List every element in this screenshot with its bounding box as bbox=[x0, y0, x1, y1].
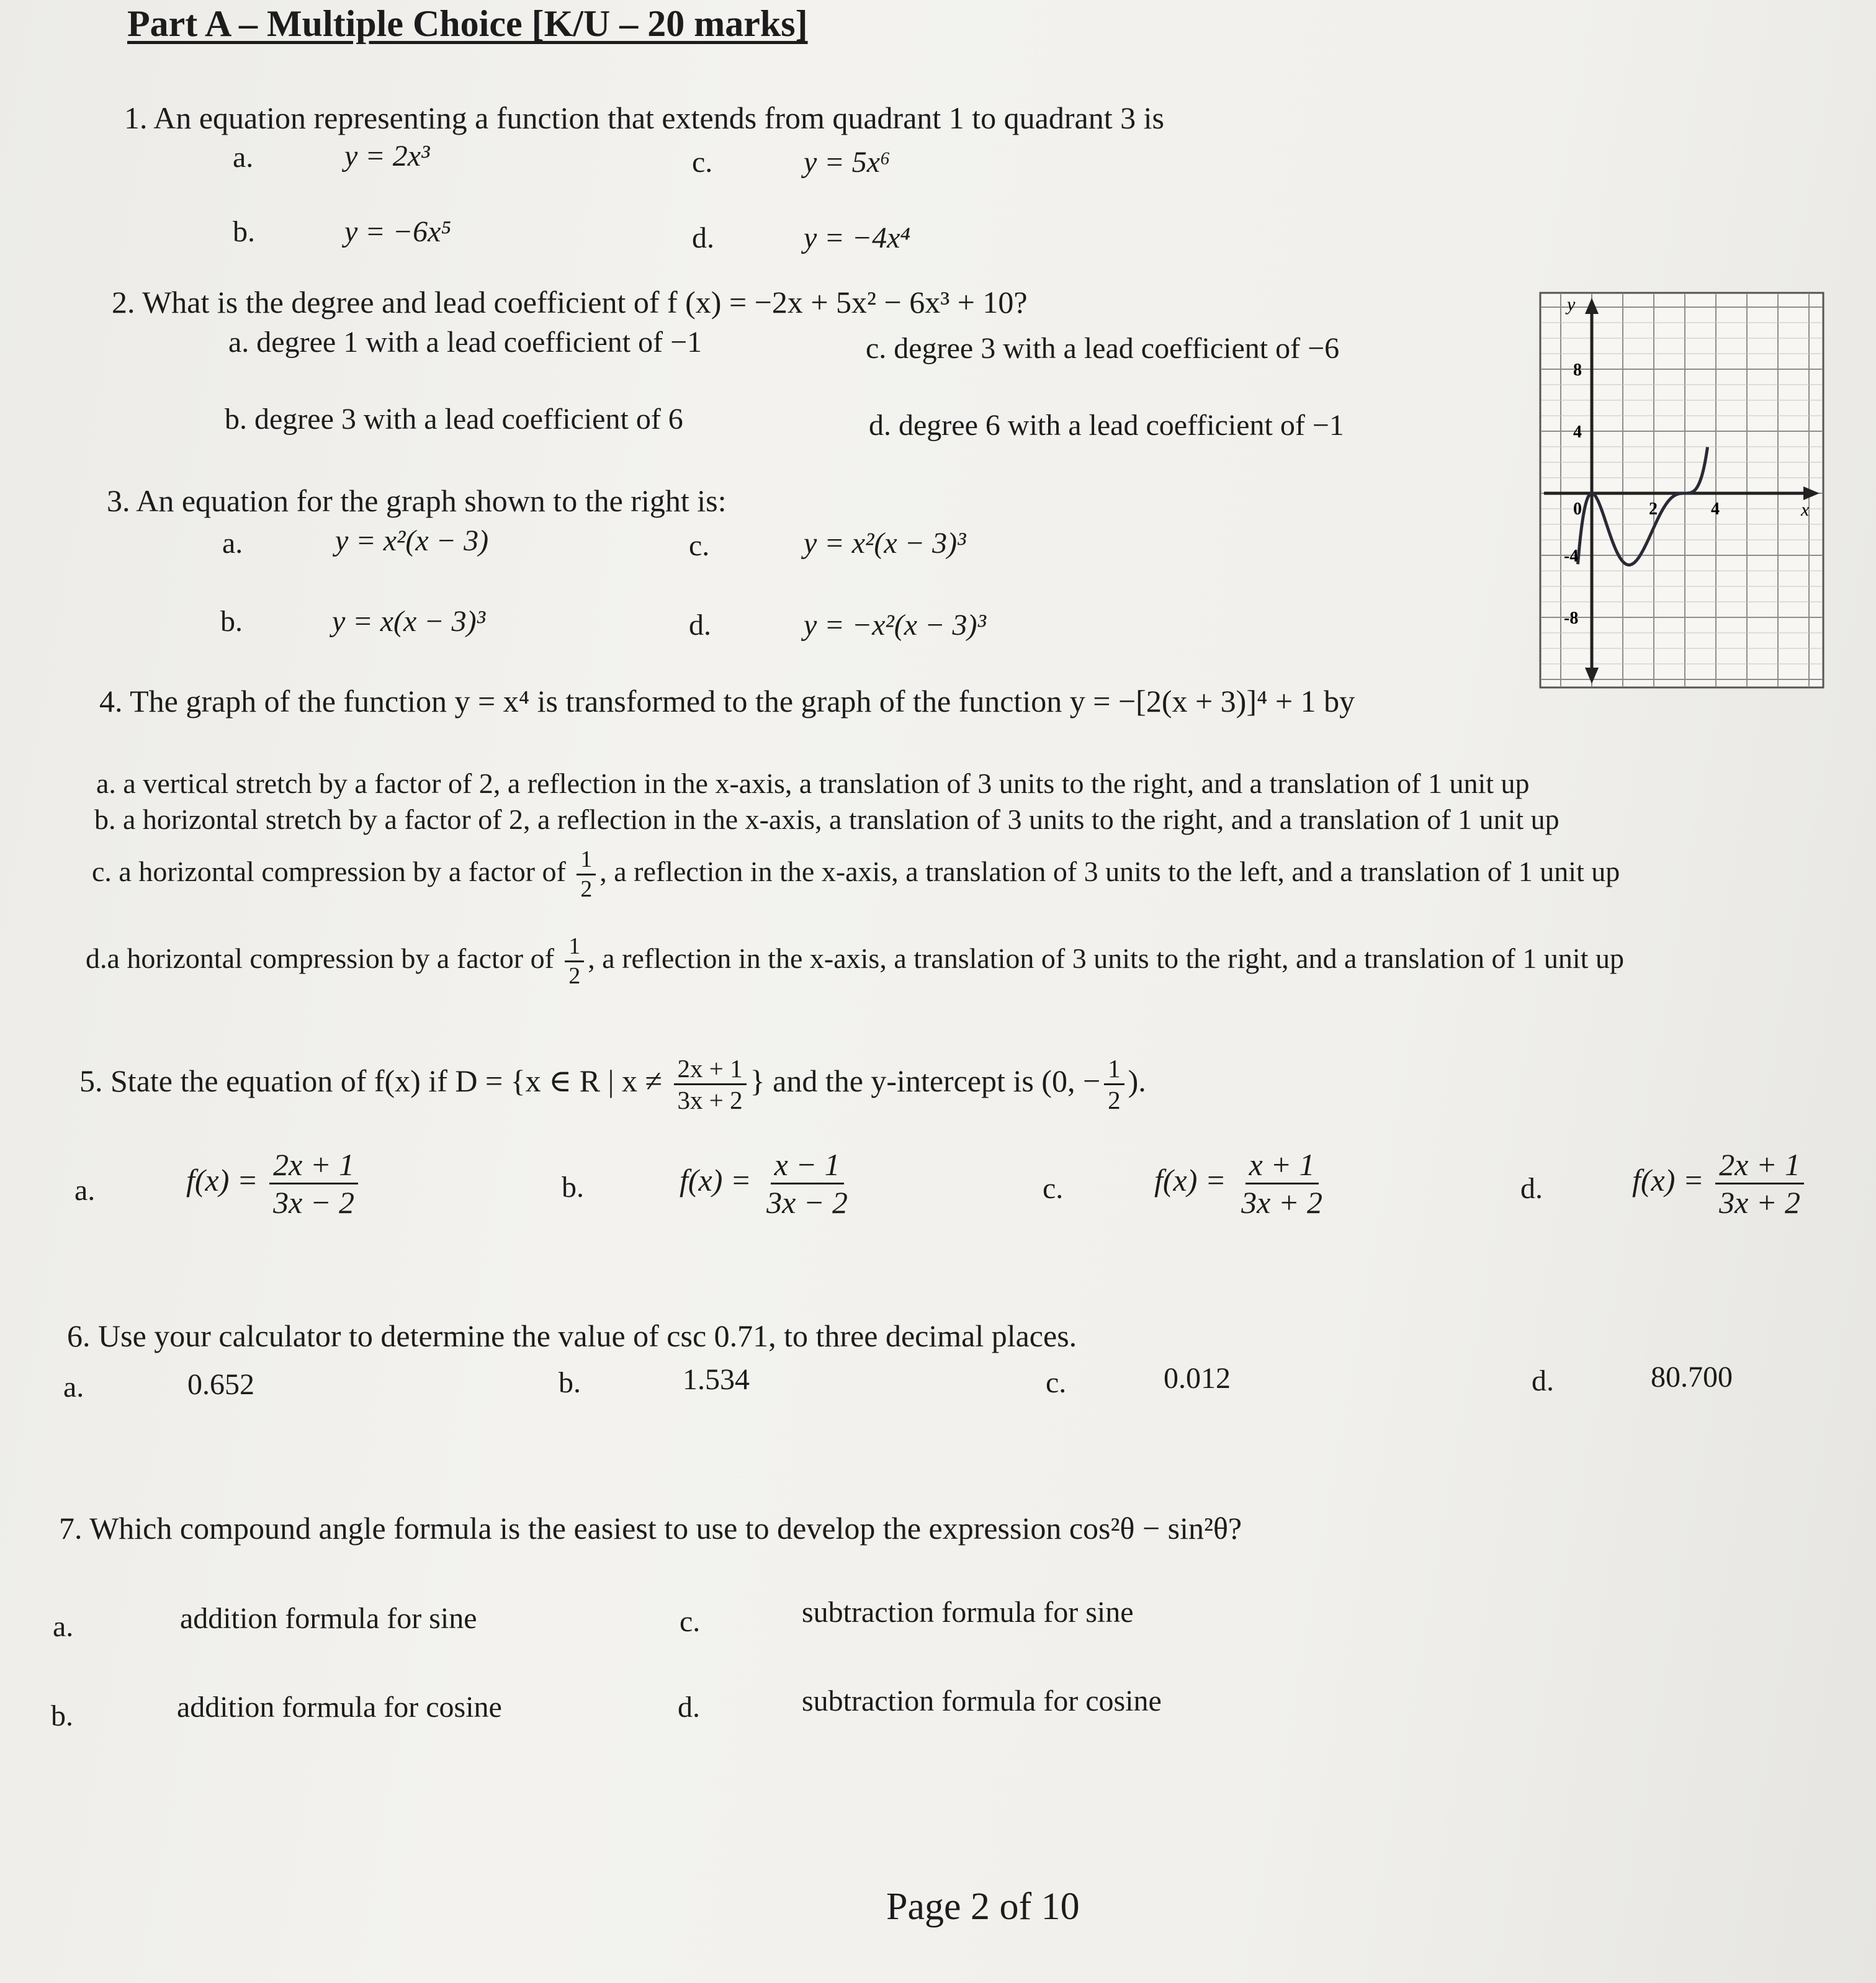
fraction-denominator: 2 bbox=[568, 962, 581, 989]
rational-expression bbox=[1237, 1148, 1326, 1219]
question-stem: 2. What is the degree and lead coefficient of f (x) = −2x + 5x² − 6x³ + 10? bbox=[112, 285, 1028, 320]
option-label-a: a. bbox=[74, 1174, 96, 1207]
option-b: b. degree 3 with a lead coefficient of 6 bbox=[225, 403, 683, 436]
option-label-c: c. bbox=[689, 529, 710, 562]
option-label-a: a. bbox=[53, 1610, 74, 1643]
option-label-c: c. bbox=[1046, 1366, 1067, 1399]
option-label-b: b. bbox=[233, 215, 255, 248]
option-c-text-start: c. a horizontal compression by a factor of bbox=[92, 855, 566, 887]
function-lhs: f(x) = bbox=[680, 1162, 752, 1197]
option-label-b: b. bbox=[559, 1366, 581, 1399]
function-lhs: f(x) = bbox=[1154, 1162, 1226, 1197]
option-c: y = x²(x − 3)³ bbox=[804, 527, 966, 560]
fraction-denominator: 3x + 2 bbox=[677, 1086, 743, 1115]
option-label-d: d. bbox=[692, 222, 714, 254]
stem-end: ). bbox=[1128, 1063, 1146, 1099]
y-tick-label: -8 bbox=[1564, 609, 1579, 628]
option-d: y = −4x⁴ bbox=[804, 222, 911, 254]
option-c bbox=[1154, 1148, 1330, 1219]
option-label-c: c. bbox=[680, 1605, 701, 1638]
y-axis-label: y bbox=[1567, 294, 1576, 315]
fraction-denominator: 2 bbox=[1108, 1086, 1121, 1115]
question-stem: 7. Which compound angle formula is the easiest to use to develop the expression cos²θ − sin²θ? bbox=[59, 1511, 1242, 1546]
rational-expression bbox=[1715, 1148, 1804, 1219]
option-label-c: c. bbox=[1043, 1172, 1064, 1205]
denominator: 3x − 2 bbox=[766, 1185, 848, 1220]
denominator: 3x + 2 bbox=[1241, 1185, 1323, 1220]
option-a: a. a vertical stretch by a factor of 2, a reflection in the x-axis, a translation of 3 units to the right, and a translation of 1 unit up bbox=[96, 768, 1530, 799]
option-label-a: a. bbox=[222, 527, 243, 560]
fraction-numerator: 1 bbox=[565, 934, 584, 962]
option-label-d: d. bbox=[1532, 1364, 1554, 1397]
option-b bbox=[680, 1148, 855, 1219]
option-d-text-end: , a reflection in the x-axis, a translation of 3 units to the right, and a translation of 1 unit up bbox=[588, 942, 1624, 974]
option-a: 0.652 bbox=[187, 1368, 254, 1401]
x-tick-label: 2 bbox=[1649, 499, 1658, 519]
fraction-numerator: 2x + 1 bbox=[674, 1055, 747, 1085]
option-b: addition formula for cosine bbox=[177, 1691, 502, 1724]
section-heading: Part A – Multiple Choice [K/U – 20 marks] bbox=[127, 3, 808, 44]
option-d: subtraction formula for cosine bbox=[802, 1685, 1162, 1717]
question-stem: 1. An equation representing a function that extends from quadrant 1 to quadrant 3 is bbox=[124, 101, 1164, 135]
y-tick-label: 4 bbox=[1573, 423, 1582, 442]
option-label-a: a. bbox=[233, 141, 254, 174]
option-d: d. degree 6 with a lead coefficient of −1 bbox=[869, 409, 1344, 442]
y-tick-label: -4 bbox=[1564, 547, 1579, 566]
option-b: 1.534 bbox=[683, 1363, 750, 1396]
option-a bbox=[186, 1148, 362, 1219]
fraction-one-half bbox=[577, 847, 596, 902]
page-number: Page 2 of 10 bbox=[886, 1886, 1080, 1928]
denominator: 3x + 2 bbox=[1719, 1185, 1801, 1220]
fraction-numerator: 1 bbox=[1104, 1055, 1124, 1085]
option-b: y = x(x − 3)³ bbox=[332, 605, 486, 638]
option-a: addition formula for sine bbox=[180, 1602, 477, 1635]
x-tick-label: 0 bbox=[1573, 499, 1582, 519]
option-label-a: a. bbox=[63, 1371, 84, 1403]
option-c: c. degree 3 with a lead coefficient of −6 bbox=[866, 332, 1340, 365]
x-axis-label: x bbox=[1801, 499, 1810, 520]
option-d: 80.700 bbox=[1651, 1361, 1733, 1394]
numerator: x + 1 bbox=[1245, 1148, 1319, 1184]
fraction-one-half bbox=[1104, 1055, 1124, 1114]
option-label-d: d. bbox=[689, 609, 711, 642]
option-a: a. degree 1 with a lead coefficient of −1 bbox=[228, 326, 702, 359]
option-label-b: b. bbox=[562, 1171, 584, 1204]
option-b: b. a horizontal stretch by a factor of 2, a reflection in the x-axis, a translation of 3 units to the right, and a translation of 1 unit up bbox=[94, 803, 1560, 835]
rational-expression bbox=[269, 1148, 358, 1219]
option-c-text-end: , a reflection in the x-axis, a translation of 3 units to the left, and a translation of 1 unit up bbox=[599, 855, 1620, 887]
y-tick-label: 8 bbox=[1573, 360, 1582, 380]
option-label-b: b. bbox=[220, 605, 243, 638]
graph-frame bbox=[1540, 293, 1823, 687]
x-tick-label: 4 bbox=[1711, 499, 1720, 519]
question-stem: 3. An equation for the graph shown to the right is: bbox=[107, 483, 727, 518]
question-stem bbox=[79, 1055, 1146, 1114]
polynomial-graph bbox=[1539, 292, 1824, 689]
option-c: y = 5x⁶ bbox=[804, 146, 891, 179]
option-d bbox=[86, 934, 1624, 988]
numerator: 2x + 1 bbox=[1715, 1148, 1804, 1184]
stem-start: 5. State the equation of f(x) if D = {x ∈ R | x ≠ bbox=[79, 1063, 662, 1099]
option-label-c: c. bbox=[692, 146, 713, 179]
option-d bbox=[1632, 1148, 1808, 1219]
question-stem: 4. The graph of the function y = x⁴ is transformed to the graph of the function y = −[2(x + 3)]⁴ + 1 by bbox=[99, 684, 1355, 718]
function-lhs: f(x) = bbox=[1632, 1162, 1704, 1197]
option-label-b: b. bbox=[51, 1699, 73, 1732]
option-c bbox=[92, 847, 1620, 902]
option-a: y = 2x³ bbox=[344, 140, 430, 172]
numerator: 2x + 1 bbox=[269, 1148, 358, 1184]
denominator: 3x − 2 bbox=[273, 1185, 355, 1220]
numerator: x − 1 bbox=[771, 1148, 844, 1184]
rational-expression bbox=[763, 1148, 851, 1219]
option-label-d: d. bbox=[1520, 1172, 1543, 1205]
stem-middle: } and the y-intercept is (0, − bbox=[750, 1063, 1101, 1099]
option-d-text-start: d.a horizontal compression by a factor of bbox=[86, 942, 554, 974]
question-stem: 6. Use your calculator to determine the value of csc 0.71, to three decimal places. bbox=[67, 1318, 1077, 1353]
fraction-denominator: 2 bbox=[580, 875, 593, 902]
fraction-numerator: 1 bbox=[577, 847, 596, 875]
option-b: y = −6x⁵ bbox=[344, 215, 452, 248]
function-lhs: f(x) = bbox=[186, 1162, 258, 1197]
option-c: 0.012 bbox=[1164, 1362, 1231, 1395]
option-d: y = −x²(x − 3)³ bbox=[804, 609, 986, 642]
fraction-one-half bbox=[565, 934, 584, 988]
option-c: subtraction formula for sine bbox=[802, 1596, 1134, 1629]
fraction-two-thirds bbox=[674, 1055, 747, 1114]
option-label-d: d. bbox=[678, 1691, 700, 1724]
option-a: y = x²(x − 3) bbox=[335, 524, 489, 557]
